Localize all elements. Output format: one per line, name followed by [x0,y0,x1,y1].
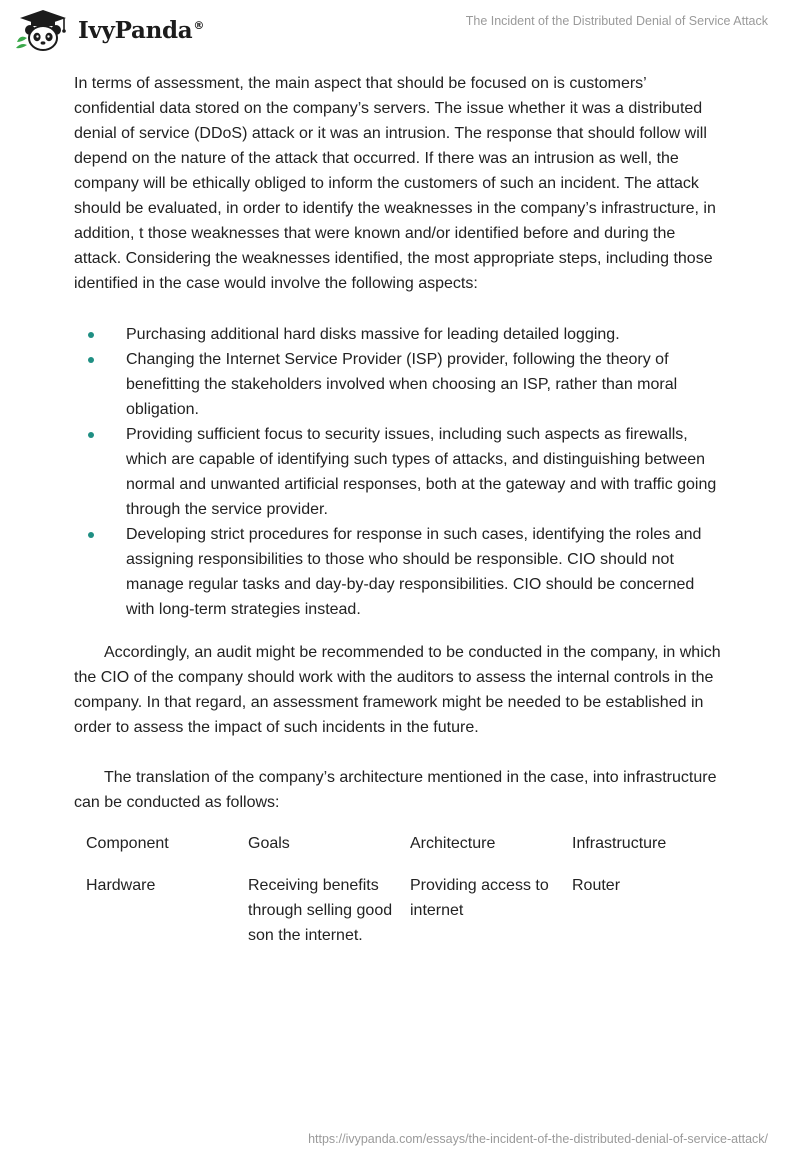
table-cell: Providing access to internet [410,877,549,919]
document-title: The Incident of the Distributed Denial of Service Attack [465,14,768,28]
list-item-text: Changing the Internet Service Provider (ISP) provider, following the theory of benefitting the stakeholders involved when choosing an ISP, rather than moral obligation. [126,351,678,418]
table-header-cell: Goals [248,835,290,852]
bullet-icon [88,357,94,363]
table-cell: Receiving benefits through selling good son the internet. [248,877,393,944]
table-header-cell: Infrastructure [572,835,667,852]
bullet-icon [88,432,94,438]
recommended-steps-list [74,322,724,622]
source-url-link[interactable]: https://ivypanda.com/essays/the-incident-of-the-distributed-denial-of-service-attack/ [308,1132,768,1146]
table-header-cell: Component [86,835,169,852]
paragraph-translation: The translation of the company’s architecture mentioned in the case, into infrastructure can be conducted as follows: [74,769,717,811]
list-item-text: Providing sufficient focus to security issues, including such aspects as firewalls, which are capable of identifying such types of attacks, and distinguishing between normal and unwanted artificial responses, both at the gateway and with traffic going through the service provider. [126,426,717,518]
list-item [74,322,724,347]
table-header-cell: Architecture [410,835,496,852]
essay-content [74,71,724,948]
paragraph-audit: Accordingly, an audit might be recommended to be conducted in the company, in which the CIO of the company should work with the auditors to assess the internal controls in the company. In that regard, an assessment framework might be needed to be established in order to assess the impact of such incidents in the future. [74,644,721,736]
architecture-table [86,831,724,948]
bullet-icon [88,532,94,538]
panda-graduate-icon [14,8,72,52]
list-item-text: Purchasing additional hard disks massive for leading detailed logging. [126,326,620,343]
list-item [74,347,724,422]
bullet-icon [88,332,94,338]
ivypanda-logo[interactable] [14,8,204,52]
table-cell: Hardware [86,877,156,894]
list-item [74,422,724,522]
brand-name: IvyPanda® [78,16,205,44]
list-item [74,522,724,622]
paragraph-assessment: In terms of assessment, the main aspect that should be focused on is customers’ confidential data stored on the company’s servers. The issue whether it was a distributed denial of service (DDoS) attack or it was an intrusion. The response that should follow will depend on the nature of the attack that occurred. If there was an intrusion as well, the company will be ethically obliged to inform the customers of such an incident. The attack should be evaluated, in order to identify the weaknesses in the company’s infrastructure, in addition, t those weaknesses that were known and/or identified before and during the attack. Considering the weaknesses identified, the most appropriate steps, including those identified in the case would involve the following aspects: [74,75,716,292]
registered-mark: ® [193,18,205,32]
list-item-text: Developing strict procedures for response in such cases, identifying the roles and assigning responsibilities to those who should be responsible. CIO should not manage regular tasks and day-by-day responsibilities. CIO should be concerned with long-term strategies instead. [126,526,702,618]
table-cell: Router [572,877,621,894]
